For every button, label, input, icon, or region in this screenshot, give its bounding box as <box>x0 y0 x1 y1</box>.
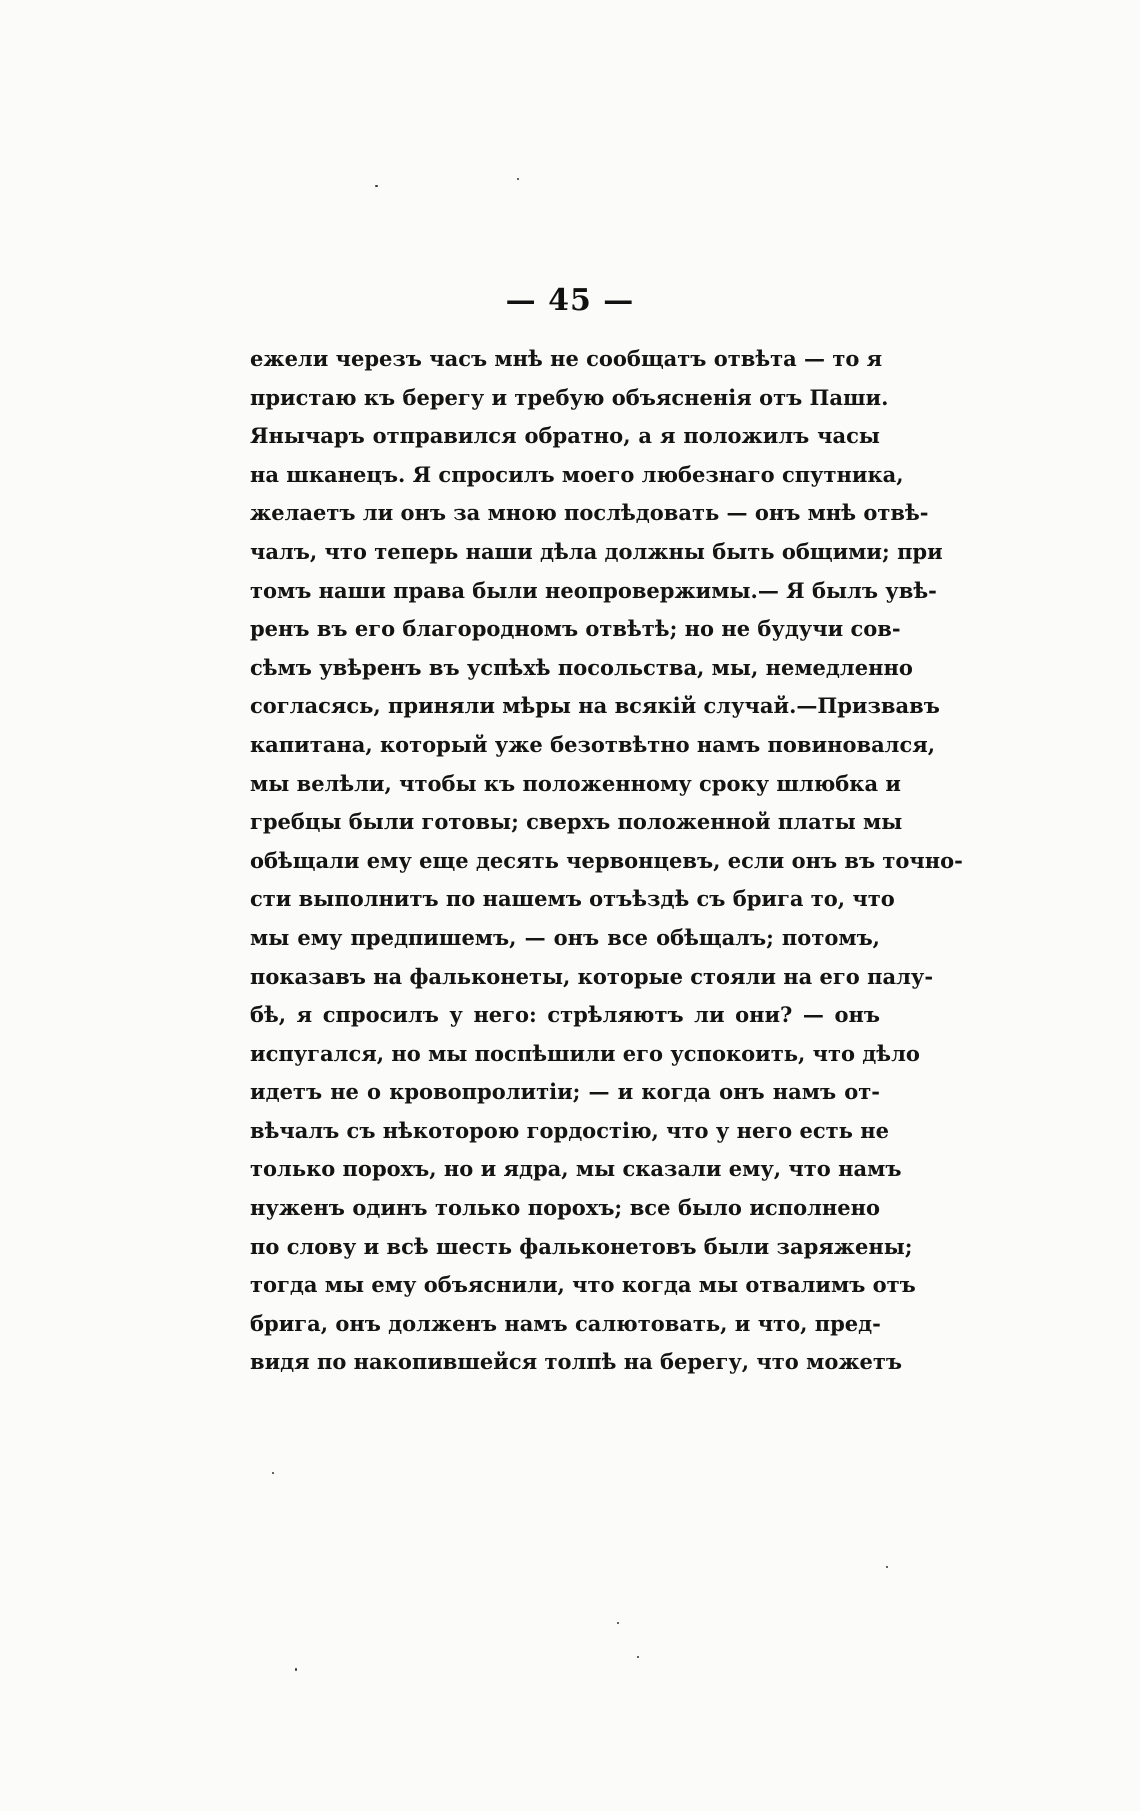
text-line: сѣмъ увѣренъ въ успѣхѣ посольства, мы, немедленно <box>250 654 913 680</box>
text-line: мы велѣли, чтобы къ положенному сроку шлюбка и <box>250 770 901 796</box>
text-line: по слову и всѣ шесть фальконетовъ были заряжены; <box>250 1233 913 1259</box>
text-line: сти выполнитъ по нашемъ отъѣздѣ съ брига то, что <box>250 886 895 912</box>
scan-speck <box>517 178 519 180</box>
scan-speck <box>886 1566 888 1568</box>
text-line: капитана, который уже безотвѣтно намъ повиновался, <box>250 731 936 757</box>
text-line: только порохъ, но и ядра, мы сказали ему, что намъ <box>250 1156 902 1182</box>
scan-speck <box>617 1622 619 1624</box>
body-text <box>250 340 963 1382</box>
text-line: брига, онъ долженъ намъ салютовать, и что, пред- <box>250 1310 881 1336</box>
text-line: обѣщали ему еще десять червонцевъ, если онъ въ точно- <box>250 847 963 873</box>
scan-speck <box>637 1656 639 1658</box>
text-line: согласясь, приняли мѣры на всякій случай.—Призвавъ <box>250 693 940 719</box>
text-line: испугался, но мы поспѣшили его успокоить, что дѣло <box>250 1040 920 1066</box>
text-line: Янычаръ отправился обратно, а я положилъ часы <box>250 423 880 449</box>
text-line: показавъ на фальконеты, которые стояли на его палу- <box>250 963 934 989</box>
text-line: видя по накопившейся толпѣ на берегу, что можетъ <box>250 1349 903 1375</box>
scan-speck <box>295 1668 297 1671</box>
text-line: вѣчалъ съ нѣкоторою гордостію, что у него есть не <box>250 1117 889 1143</box>
text-line: пристаю къ берегу и требую объясненія отъ Паши. <box>250 384 889 410</box>
text-line: нуженъ одинъ только порохъ; все было исполнено <box>250 1195 880 1221</box>
text-line: идетъ не о кровопролитіи; — и когда онъ намъ от- <box>250 1079 880 1105</box>
text-line: тогда мы ему объяснили, что когда мы отвалимъ отъ <box>250 1272 916 1298</box>
text-line: мы ему предпишемъ, — онъ все обѣщалъ; потомъ, <box>250 924 880 950</box>
text-line: желаетъ ли онъ за мною послѣдовать — онъ мнѣ отвѣ- <box>250 500 929 526</box>
text-line: на шканецъ. Я спросилъ моего любезнаго спутника, <box>250 461 904 487</box>
scan-speck <box>272 1472 274 1474</box>
scan-speck <box>375 185 378 187</box>
page-number: — 45 — <box>505 283 635 318</box>
text-line: ежели черезъ часъ мнѣ не сообщатъ отвѣта — то я <box>250 346 883 371</box>
text-line: бѣ, я спросилъ у него: стрѣляютъ ли они? — онъ <box>250 1002 880 1028</box>
text-line: ренъ въ его благородномъ отвѣтѣ; но не будучи сов- <box>250 616 901 642</box>
text-line: чалъ, что теперь наши дѣла должны быть общими; при <box>250 538 943 564</box>
text-line: томъ наши права были неопровержимы.— Я былъ увѣ- <box>250 577 937 603</box>
text-line: гребцы были готовы; сверхъ положенной платы мы <box>250 809 903 835</box>
